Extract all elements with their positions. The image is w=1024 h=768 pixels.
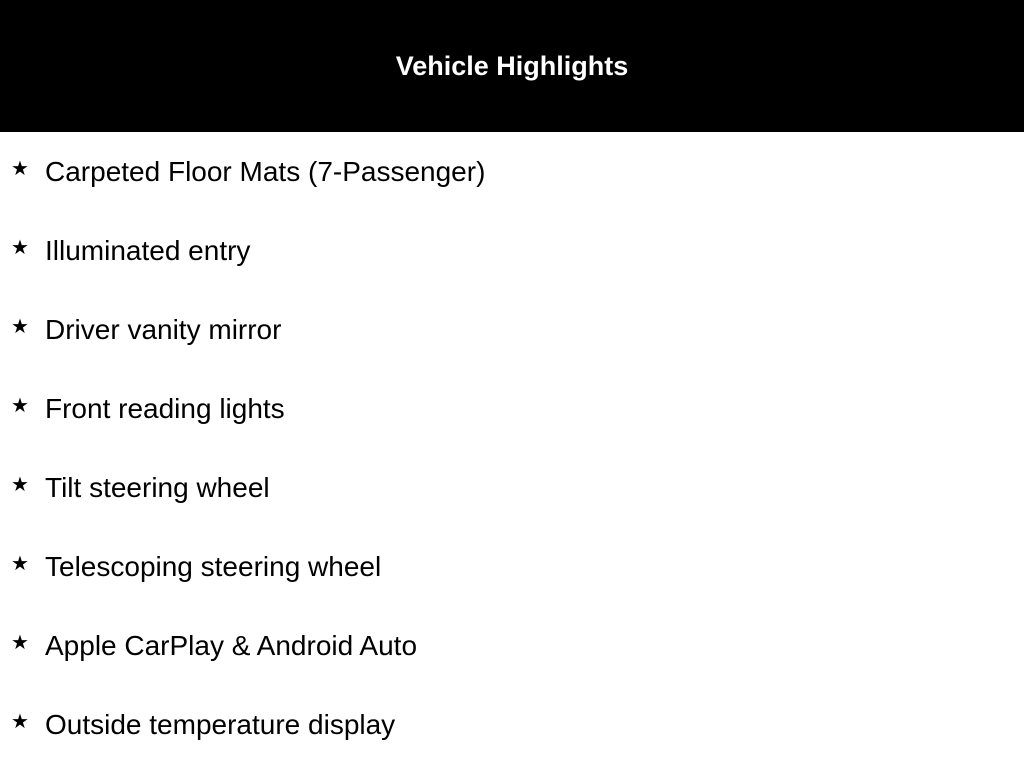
list-item-label: Front reading lights bbox=[45, 393, 285, 424]
star-icon: ★ bbox=[11, 235, 29, 259]
star-icon: ★ bbox=[11, 393, 29, 417]
list-item bbox=[0, 468, 1024, 508]
star-icon: ★ bbox=[11, 551, 29, 575]
star-icon: ★ bbox=[11, 472, 29, 496]
page-title: Vehicle Highlights bbox=[395, 50, 629, 81]
list-item-label: Illuminated entry bbox=[45, 235, 251, 266]
list-item-label: Driver vanity mirror bbox=[45, 314, 282, 345]
list-item-label: Outside temperature display bbox=[45, 709, 396, 740]
list-item bbox=[0, 626, 1024, 666]
list-item bbox=[0, 389, 1024, 429]
highlights-header bbox=[0, 0, 1024, 132]
star-icon: ★ bbox=[11, 709, 29, 733]
star-icon: ★ bbox=[11, 156, 29, 180]
list-item-label: Tilt steering wheel bbox=[45, 472, 270, 503]
star-icon: ★ bbox=[11, 314, 29, 338]
list-item bbox=[0, 705, 1024, 745]
list-item bbox=[0, 547, 1024, 587]
list-item bbox=[0, 310, 1024, 350]
star-icon: ★ bbox=[11, 630, 29, 654]
list-item-label: Apple CarPlay & Android Auto bbox=[45, 630, 418, 661]
list-item bbox=[0, 231, 1024, 271]
list-item-label: Telescoping steering wheel bbox=[45, 551, 382, 582]
list-item bbox=[0, 152, 1024, 192]
list-item-label: Carpeted Floor Mats (7-Passenger) bbox=[45, 156, 486, 187]
